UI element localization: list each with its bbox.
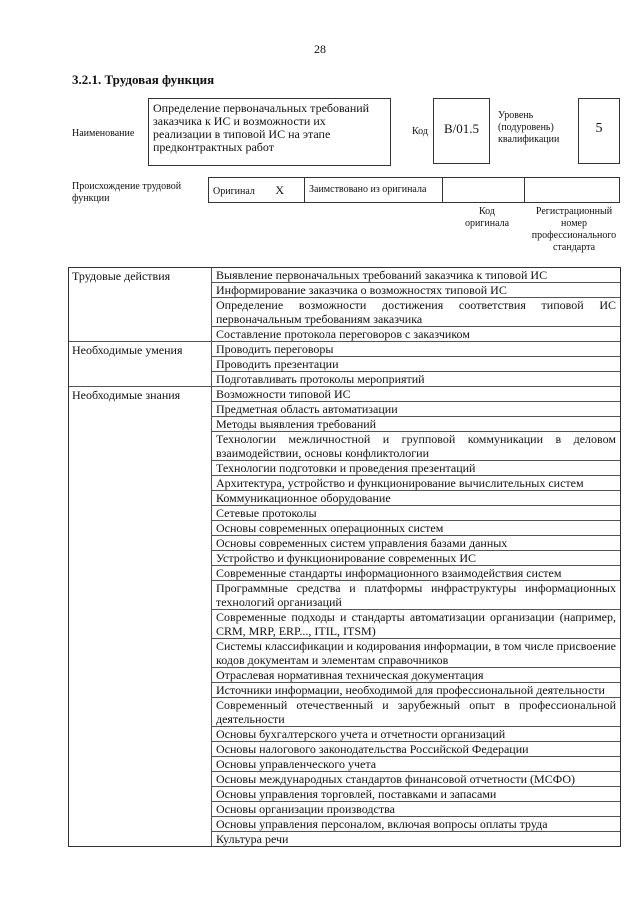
table-row: Предметная область автоматизации (212, 402, 620, 417)
origin-row (208, 177, 620, 203)
table-row: Устройство и функционирование современных ИС (212, 551, 620, 566)
function-name-box: Определение первоначальных требований заказчика к ИС и возможности их реализации в типовой ИС на этапе предконтрактных работ (148, 98, 391, 166)
origin-label: Происхождение трудовой функции (72, 181, 182, 204)
original-label: Оригинал (213, 186, 255, 197)
table-row: Основы бухгалтерского учета и отчетности организаций (212, 727, 620, 742)
table-row: Методы выявления требований (212, 417, 620, 432)
labor-function-table (68, 267, 621, 847)
table-row: Подготавливать протоколы мероприятий (216, 372, 425, 386)
table-row: Источники информации, необходимой для профессиональной деятельности (212, 683, 620, 698)
table-row: Проводить презентации (212, 357, 620, 372)
table-row: Современные стандарты информационного взаимодействия систем (212, 566, 620, 581)
table-row: Основы управления персоналом, включая вопросы оплаты труда (212, 817, 620, 832)
name-label: Наименование (72, 128, 135, 139)
table-row: Архитектура, устройство и функционирование вычислительных систем (212, 476, 620, 491)
table-row: Проводить переговоры (212, 342, 620, 357)
code-original-caption: Код оригинала (464, 206, 510, 229)
reg-number-caption: Регистрационный номер профессионального стандарта (531, 206, 617, 253)
page-number: 28 (314, 42, 326, 56)
table-row: Технологии подготовки и проведения презентаций (212, 461, 620, 476)
table-row: Выявление первоначальных требований заказчика к типовой ИС (212, 268, 620, 283)
level-label: Уровень (подуровень) квалификации (498, 110, 560, 145)
table-row: Информирование заказчика о возможностях типовой ИС (212, 283, 620, 298)
table-row: Определение возможности достижения соответствия типовой ИС первоначальным требованиям заказчика (212, 298, 620, 327)
table-row: Основы управления торговлей, поставками и запасами (212, 787, 620, 802)
table-row: Культура речи (216, 832, 289, 846)
table-row: Основы управленческого учета (212, 757, 620, 772)
group-label: Необходимые умения (69, 342, 212, 386)
table-row: Основы современных операционных систем (212, 521, 620, 536)
table-row: Современный отечественный и зарубежный опыт в профессиональной деятельности (212, 698, 620, 727)
table-row: Сетевые протоколы (212, 506, 620, 521)
group-labor-actions (69, 268, 620, 342)
table-row: Основы современных систем управления базами данных (212, 536, 620, 551)
table-row: Отраслевая нормативная техническая документация (212, 668, 620, 683)
table-row: Основы международных стандартов финансовой отчетности (МСФО) (212, 772, 620, 787)
code-label: Код (412, 126, 428, 137)
table-row: Коммуникационное оборудование (212, 491, 620, 506)
code-original-cell (443, 178, 525, 202)
group-required-skills (69, 342, 620, 387)
table-row: Программные средства и платформы инфраструктуры информационных технологий организаций (212, 581, 620, 610)
table-row: Технологии межличностной и групповой коммуникации в деловом взаимодействии, основы конфликтологии (212, 432, 620, 461)
section-title: 3.2.1. Трудовая функция (72, 72, 215, 87)
code-value-box: B/01.5 (433, 98, 490, 164)
group-label: Трудовые действия (69, 268, 212, 341)
table-row: Основы налогового законодательства Российской Федерации (212, 742, 620, 757)
table-row: Современные подходы и стандарты автоматизации организации (например, CRM, MRP, ERP..., ITIL, ITSM) (212, 610, 620, 639)
group-label: Необходимые знания (69, 387, 212, 846)
table-row: Возможности типовой ИС (212, 387, 620, 402)
original-mark: X (275, 183, 285, 197)
table-row: Основы организации производства (212, 802, 620, 817)
borrowed-cell: Заимствовано из оригинала (305, 178, 443, 202)
original-cell (209, 178, 305, 202)
group-required-knowledge (69, 387, 620, 846)
table-row: Составление протокола переговоров с заказчиком (216, 327, 470, 341)
table-row: Системы классификации и кодирования информации, в том числе присвоение кодов документам и элементам справочников (212, 639, 620, 668)
level-value-box: 5 (578, 98, 620, 164)
